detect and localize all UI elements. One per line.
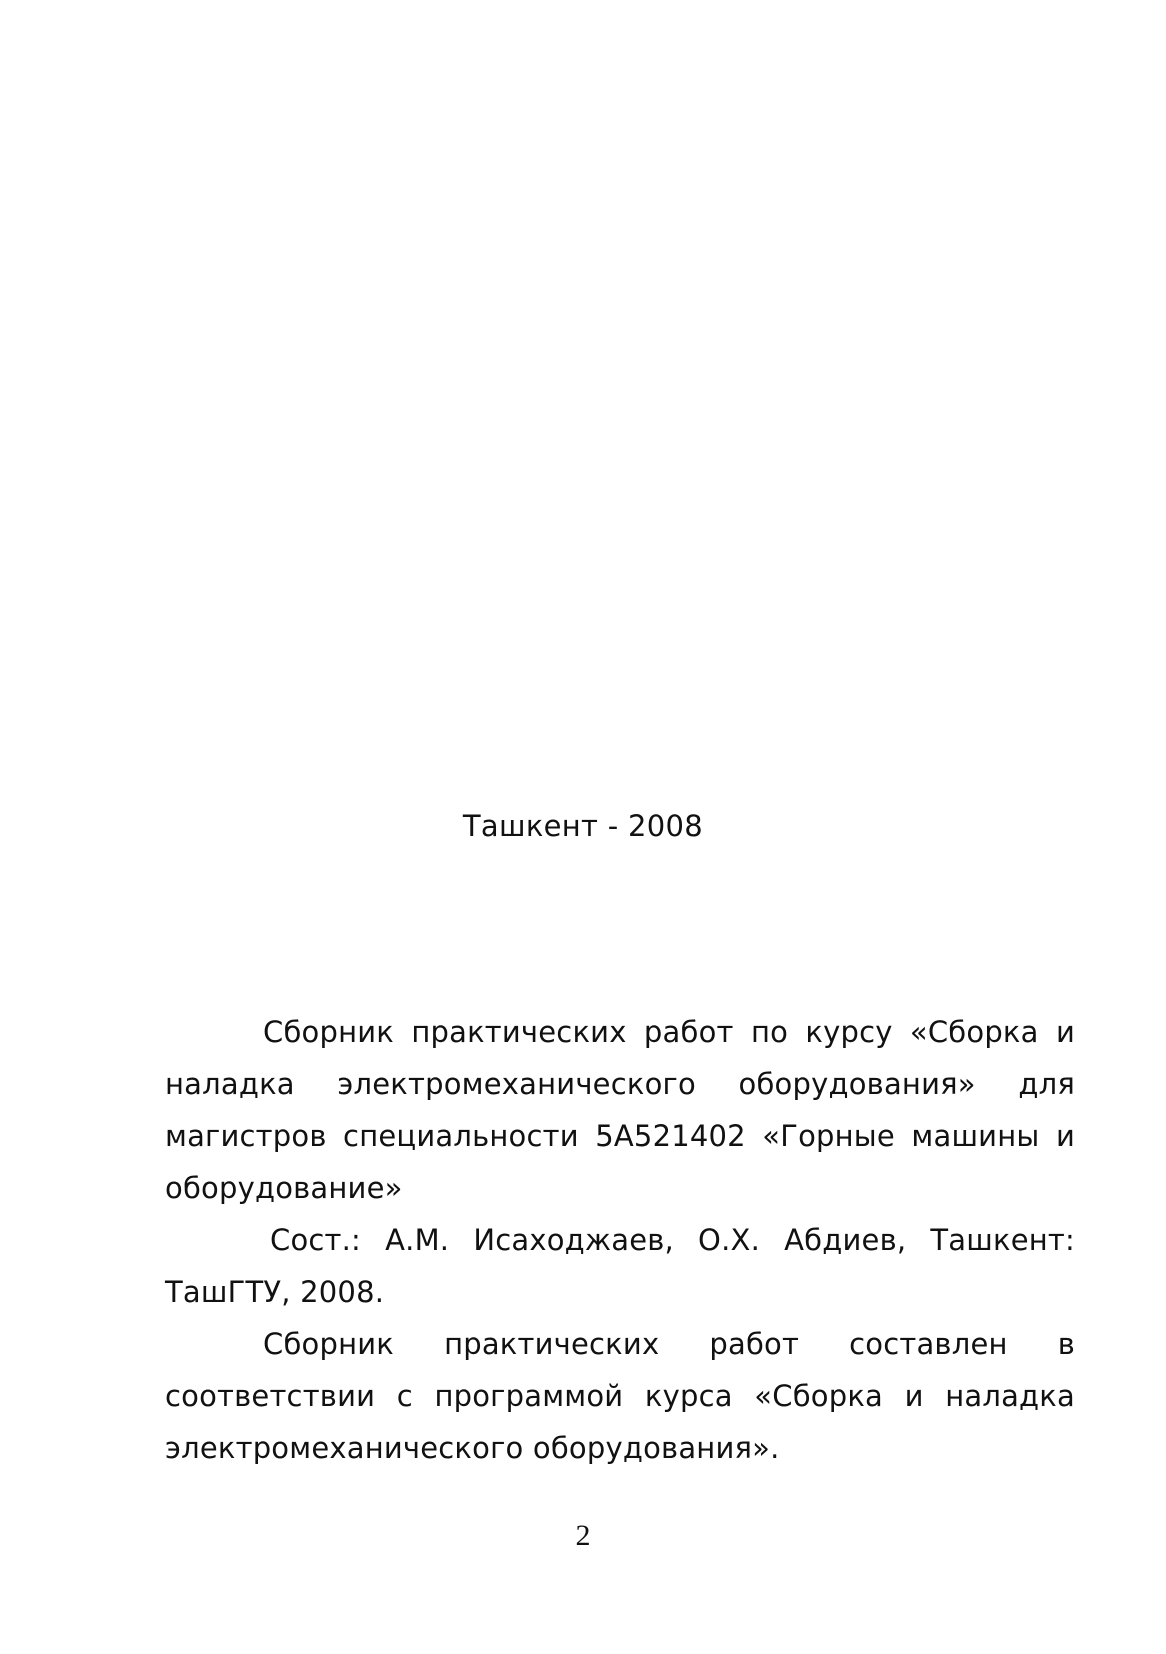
page-number: 2 bbox=[575, 1519, 591, 1552]
program-note: Сборник практических работ составлен в соответствии с программой курса «Сборка и наладка электромеханического оборудования». bbox=[165, 1327, 1075, 1465]
collection-description: Сборник практических работ по курсу «Сборка и наладка электромеханического оборудования» для магистров специальности 5А521402 «Горные машины и оборудование» bbox=[165, 1015, 1075, 1205]
annotation-block bbox=[165, 1006, 1075, 1474]
compilers-line: Сост.: А.М. Исаходжаев, О.Х. Абдиев, Ташкент: ТашГТУ, 2008. bbox=[165, 1223, 1075, 1309]
city-year-line: Ташкент - 2008 bbox=[462, 809, 704, 843]
